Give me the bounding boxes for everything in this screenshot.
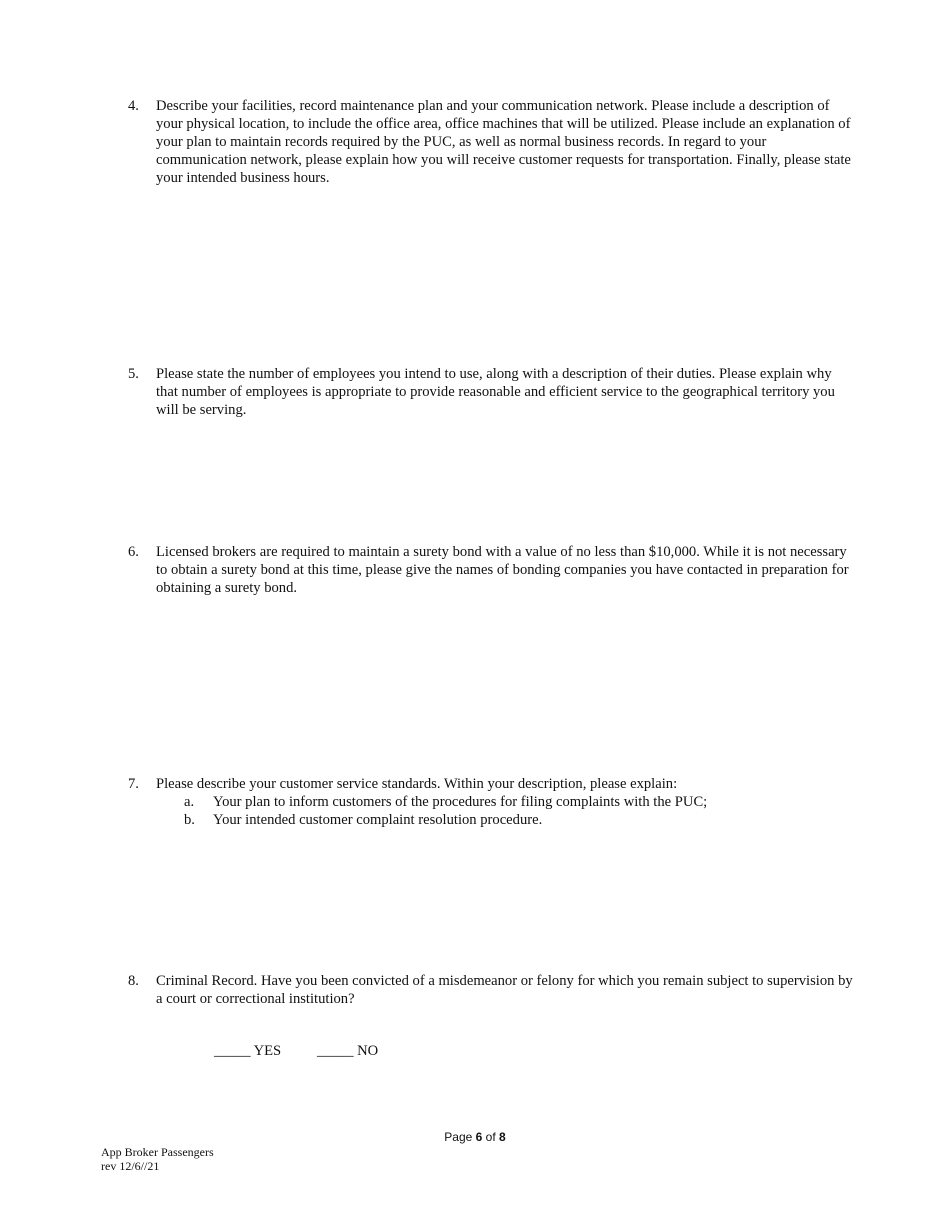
- question-number: 4.: [128, 98, 139, 114]
- question-7: [128, 775, 853, 829]
- document-footer: [101, 1145, 214, 1173]
- subitem-text: Your intended customer complaint resolution procedure.: [213, 812, 543, 828]
- page-current: 6: [475, 1130, 483, 1144]
- question-4: [128, 97, 853, 187]
- question-number: 7.: [128, 776, 139, 792]
- question-text: Please describe your customer service standards. Within your description, please explain:: [156, 776, 678, 792]
- subitem-b: [184, 811, 853, 829]
- question-number: 8.: [128, 973, 139, 989]
- page-of: of: [485, 1130, 496, 1144]
- page-number: [0, 1130, 950, 1144]
- page-prefix: Page: [444, 1130, 473, 1144]
- question-number: 6.: [128, 544, 139, 560]
- question-text: Describe your facilities, record maintenance plan and your communication network. Please include a description of your physical location, to include the office area, office machines that will be utilized. Please include an explanation of your plan to maintain records required by the PUC, as well as normal business records. In regard to your communication network, please explain how you will receive customer requests for transportation. Finally, please state your intended business hours.: [156, 98, 851, 186]
- question-text: Please state the number of employees you intend to use, along with a description of their duties. Please explain why that number of employees is appropriate to provide reasonable and efficient service to the geographical territory you will be serving.: [156, 366, 835, 418]
- revision-label: rev 12/6//21: [101, 1159, 160, 1173]
- subitem-text: Your plan to inform customers of the procedures for filing complaints with the PUC;: [213, 794, 708, 810]
- subitem-a: [184, 793, 853, 811]
- question-8: [128, 972, 853, 1008]
- yes-answer-blank[interactable]: _____ YES: [214, 1043, 282, 1059]
- document-name: App Broker Passengers: [101, 1145, 214, 1159]
- page-total: 8: [499, 1130, 506, 1144]
- question-number: 5.: [128, 366, 139, 382]
- subitem-letter: b.: [184, 812, 195, 828]
- question-6: [128, 543, 853, 597]
- question-5: [128, 365, 853, 419]
- question-text: Licensed brokers are required to maintain a surety bond with a value of no less than $10,000. While it is not necessary to obtain a surety bond at this time, please give the names of bonding companies you have contacted in preparation for obtaining a surety bond.: [156, 544, 849, 596]
- no-answer-blank[interactable]: _____ NO: [317, 1043, 379, 1059]
- subitem-letter: a.: [184, 794, 195, 810]
- question-text: Criminal Record. Have you been convicted of a misdemeanor or felony for which you remain subject to supervision by a court or correctional institution?: [156, 973, 853, 1007]
